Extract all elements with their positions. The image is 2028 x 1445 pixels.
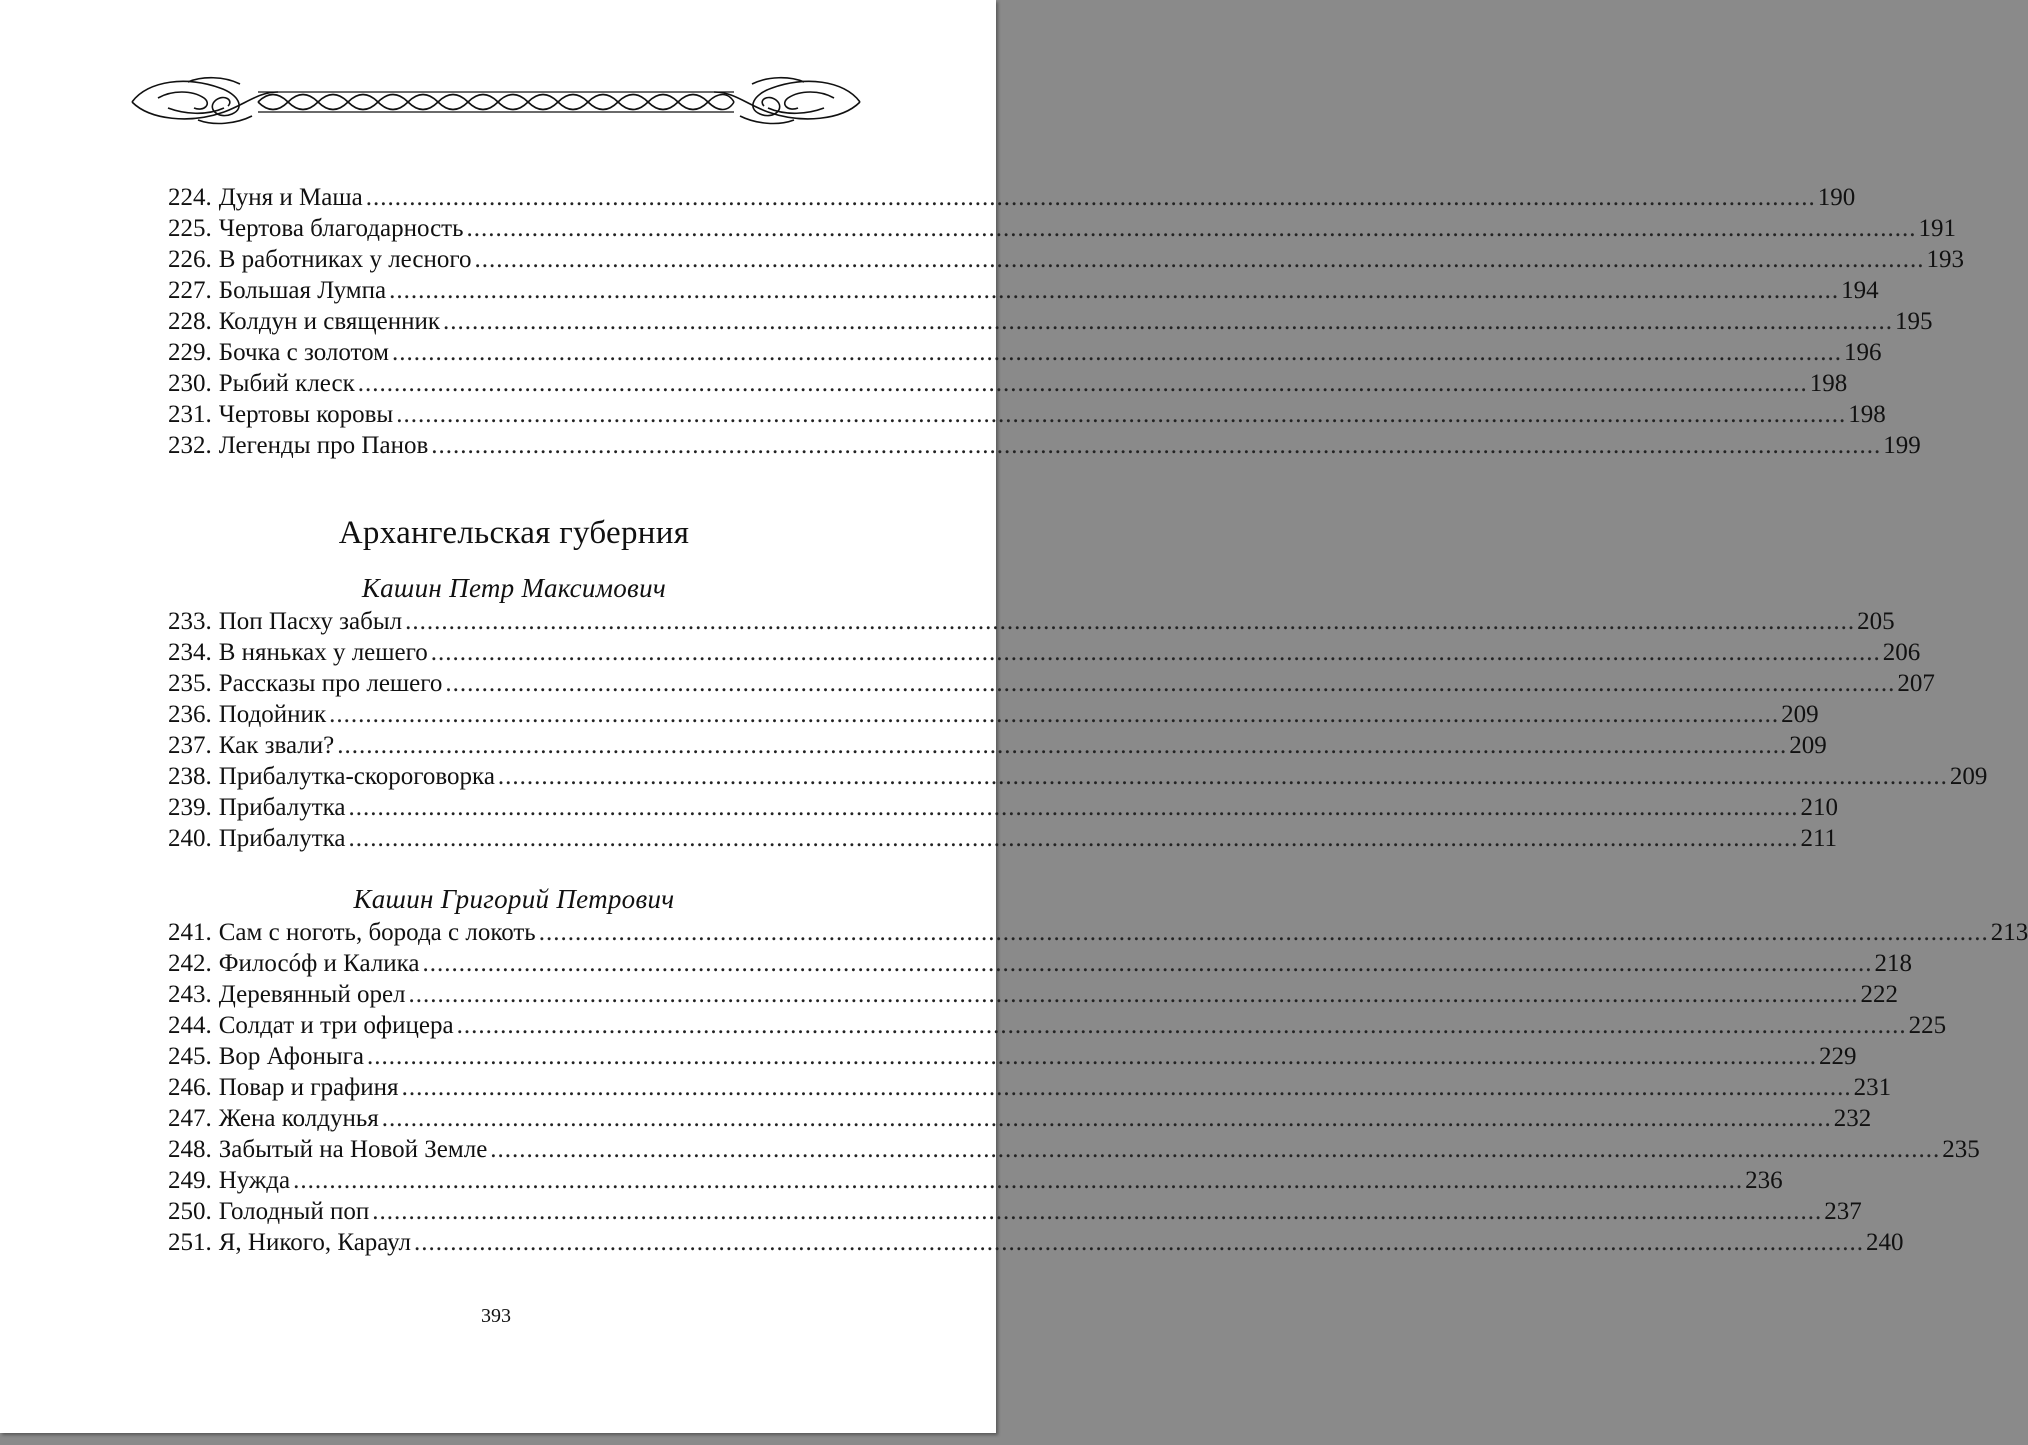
entry-number: 232. bbox=[168, 432, 212, 459]
entry-title: Рассказы про лешего bbox=[218, 670, 443, 697]
entry-number: 251. bbox=[168, 1229, 212, 1256]
toc-entry bbox=[168, 244, 1965, 275]
entry-title: Прибалутка-скороговорка bbox=[218, 763, 495, 790]
toc-entry bbox=[168, 730, 1827, 761]
toc-entry bbox=[168, 917, 2028, 948]
leader-dots: ........................................................................................................................................................................................................ bbox=[408, 981, 1859, 1008]
entry-number: 239. bbox=[168, 794, 212, 821]
entry-number: 230. bbox=[168, 370, 212, 397]
entry-number: 236. bbox=[168, 701, 212, 728]
entry-number: 240. bbox=[168, 825, 212, 852]
entry-page: 218 bbox=[1874, 950, 1913, 977]
entry-number: 245. bbox=[168, 1043, 212, 1070]
toc-entry bbox=[168, 306, 1933, 337]
entry-title: Рыбий клеск bbox=[218, 370, 355, 397]
leader-dots: ........................................................................................................................................................................................................ bbox=[401, 1074, 1852, 1101]
entry-number: 243. bbox=[168, 981, 212, 1008]
entry-page: 231 bbox=[1853, 1074, 1892, 1101]
toc-entry bbox=[168, 1196, 1862, 1227]
toc-entry bbox=[168, 368, 1848, 399]
entry-number: 244. bbox=[168, 1012, 212, 1039]
entry-number: 226. bbox=[168, 246, 212, 273]
entry-number: 249. bbox=[168, 1167, 212, 1194]
leader-dots: ........................................................................................................................................................................................................ bbox=[456, 1012, 1907, 1039]
entry-page: 235 bbox=[1942, 1136, 1980, 1163]
toc-list bbox=[168, 606, 1988, 854]
toc-entry bbox=[168, 792, 1838, 823]
entry-number: 229. bbox=[168, 339, 212, 366]
leader-dots: ........................................................................................................................................................................................................ bbox=[348, 794, 1799, 821]
toc-entry bbox=[168, 637, 1921, 668]
entry-title: Бочка с золотом bbox=[218, 339, 389, 366]
leader-dots: ........................................................................................................................................................................................................ bbox=[443, 308, 1894, 335]
author-heading: Кашин Григорий Петрович bbox=[353, 884, 675, 914]
leader-dots: ........................................................................................................................................................................................................ bbox=[414, 1229, 1865, 1256]
entry-title: Вор Афоныга bbox=[218, 1043, 365, 1070]
leader-dots: ........................................................................................................................................................................................................ bbox=[372, 1198, 1823, 1225]
entry-number: 235. bbox=[168, 670, 212, 697]
entry-page: 222 bbox=[1860, 981, 1899, 1008]
entry-page: 209 bbox=[1949, 763, 1988, 790]
leader-dots: ........................................................................................................................................................................................................ bbox=[430, 639, 1881, 666]
toc-list bbox=[168, 182, 1965, 461]
entry-page: 209 bbox=[1781, 701, 1819, 728]
entry-page: 213 bbox=[1990, 919, 2028, 946]
entry-title: Забытый на Новой Земле bbox=[218, 1136, 488, 1163]
toc-entry bbox=[168, 1103, 1872, 1134]
entry-number: 231. bbox=[168, 401, 212, 428]
entry-page: 196 bbox=[1843, 339, 1882, 366]
entry-title: В няньках у лешего bbox=[218, 639, 428, 666]
toc-entry bbox=[168, 1165, 1783, 1196]
entry-number: 238. bbox=[168, 763, 212, 790]
entry-title: Нужда bbox=[218, 1167, 291, 1194]
leader-dots: ........................................................................................................................................................................................................ bbox=[391, 339, 1842, 366]
entry-page: 191 bbox=[1918, 215, 1957, 242]
toc-entry bbox=[168, 430, 1921, 461]
toc-entry bbox=[168, 761, 1988, 792]
entry-title: Чертова благодарность bbox=[218, 215, 464, 242]
toc-entry bbox=[168, 979, 1899, 1010]
entry-page: 211 bbox=[1800, 825, 1838, 852]
leader-dots: ........................................................................................................................................................................................................ bbox=[357, 370, 1808, 397]
leader-dots: ........................................................................................................................................................................................................ bbox=[474, 246, 1925, 273]
entry-page: 193 bbox=[1926, 246, 1965, 273]
entry-page: 240 bbox=[1866, 1229, 1904, 1256]
entry-title: Повар и графиня bbox=[218, 1074, 399, 1101]
entry-page: 198 bbox=[1848, 401, 1886, 428]
entry-title: Дуня и Маша bbox=[218, 184, 363, 211]
entry-number: 250. bbox=[168, 1198, 212, 1225]
entry-page: 237 bbox=[1824, 1198, 1862, 1225]
entry-number: 247. bbox=[168, 1105, 212, 1132]
entry-number: 233. bbox=[168, 608, 212, 635]
toc-entry bbox=[168, 399, 1886, 430]
leader-dots: ........................................................................................................................................................................................................ bbox=[389, 277, 1840, 304]
toc-entry bbox=[168, 182, 1856, 213]
entry-page: 229 bbox=[1819, 1043, 1857, 1070]
leader-dots: ........................................................................................................................................................................................................ bbox=[405, 608, 1856, 635]
toc-entry bbox=[168, 337, 1882, 368]
entry-page: 194 bbox=[1841, 277, 1879, 304]
entry-page: 225 bbox=[1908, 1012, 1947, 1039]
celtic-knot-ornament-icon bbox=[128, 68, 864, 132]
toc-entry bbox=[168, 1227, 1904, 1258]
leader-dots: ........................................................................................................................................................................................................ bbox=[293, 1167, 1744, 1194]
entry-title: Я, Никого, Караул bbox=[218, 1229, 412, 1256]
entry-title: Прибалутка bbox=[218, 794, 346, 821]
leader-dots: ........................................................................................................................................................................................................ bbox=[466, 215, 1917, 242]
entry-number: 248. bbox=[168, 1136, 212, 1163]
leader-dots: ........................................................................................................................................................................................................ bbox=[348, 825, 1799, 852]
toc-entry bbox=[168, 1041, 1857, 1072]
entry-page: 190 bbox=[1817, 184, 1856, 211]
leader-dots: ........................................................................................................................................................................................................ bbox=[396, 401, 1847, 428]
entry-page: 236 bbox=[1745, 1167, 1783, 1194]
leader-dots: ........................................................................................................................................................................................................ bbox=[329, 701, 1780, 728]
leader-dots: ........................................................................................................................................................................................................ bbox=[337, 732, 1788, 759]
entry-page: 198 bbox=[1809, 370, 1848, 397]
entry-number: 241. bbox=[168, 919, 212, 946]
toc-entry bbox=[168, 823, 1838, 854]
leader-dots: ........................................................................................................................................................................................................ bbox=[365, 184, 1816, 211]
entry-page: 195 bbox=[1895, 308, 1933, 335]
page-number: 393 bbox=[481, 1305, 511, 1327]
author-heading: Кашин Петр Максимович bbox=[361, 573, 667, 603]
leader-dots: ........................................................................................................................................................................................................ bbox=[490, 1136, 1941, 1163]
toc-list bbox=[168, 917, 2028, 1258]
entry-page: 206 bbox=[1882, 639, 1921, 666]
toc-entry bbox=[168, 1072, 1892, 1103]
leader-dots: ........................................................................................................................................................................................................ bbox=[445, 670, 1896, 697]
entry-title: Подойник bbox=[218, 701, 327, 728]
toc-entry bbox=[168, 948, 1913, 979]
entry-number: 225. bbox=[168, 215, 212, 242]
entry-title: Деревянный орел bbox=[218, 981, 406, 1008]
entry-number: 234. bbox=[168, 639, 212, 666]
entry-number: 246. bbox=[168, 1074, 212, 1101]
entry-page: 232 bbox=[1833, 1105, 1872, 1132]
toc-entry bbox=[168, 606, 1895, 637]
toc-entry bbox=[168, 275, 1879, 306]
entry-title: Голодный поп bbox=[218, 1198, 370, 1225]
toc-entry bbox=[168, 1010, 1947, 1041]
region-heading: Архангельская губерния bbox=[338, 515, 690, 551]
entry-title: В работниках у лесного bbox=[218, 246, 472, 273]
entry-title: Как звали? bbox=[218, 732, 335, 759]
toc-entry bbox=[168, 699, 1819, 730]
leader-dots: ........................................................................................................................................................................................................ bbox=[367, 1043, 1818, 1070]
entry-number: 237. bbox=[168, 732, 212, 759]
entry-title: Колдун и священник bbox=[218, 308, 441, 335]
toc-entry bbox=[168, 668, 1935, 699]
entry-title: Солдат и три офицера bbox=[218, 1012, 454, 1039]
entry-number: 224. bbox=[168, 184, 212, 211]
entry-title: Филосóф и Калика bbox=[218, 950, 420, 977]
entry-title: Чертовы коровы bbox=[218, 401, 394, 428]
entry-title: Поп Пасху забыл bbox=[218, 608, 403, 635]
entry-number: 228. bbox=[168, 308, 212, 335]
entry-title: Легенды про Панов bbox=[218, 432, 429, 459]
toc-entry bbox=[168, 1134, 1980, 1165]
leader-dots: ........................................................................................................................................................................................................ bbox=[422, 950, 1873, 977]
entry-number: 242. bbox=[168, 950, 212, 977]
entry-page: 209 bbox=[1789, 732, 1827, 759]
leader-dots: ........................................................................................................................................................................................................ bbox=[497, 763, 1948, 790]
entry-title: Прибалутка bbox=[218, 825, 346, 852]
leader-dots: ........................................................................................................................................................................................................ bbox=[381, 1105, 1832, 1132]
leader-dots: ........................................................................................................................................................................................................ bbox=[538, 919, 1989, 946]
entry-title: Жена колдунья bbox=[218, 1105, 379, 1132]
entry-title: Большая Лумпа bbox=[218, 277, 387, 304]
leader-dots: ........................................................................................................................................................................................................ bbox=[431, 432, 1882, 459]
entry-page: 207 bbox=[1897, 670, 1935, 697]
toc-entry bbox=[168, 213, 1957, 244]
entry-page: 210 bbox=[1800, 794, 1838, 821]
entry-page: 199 bbox=[1883, 432, 1921, 459]
entry-number: 227. bbox=[168, 277, 212, 304]
entry-title: Сам с ноготь, борода с локоть bbox=[218, 919, 536, 946]
entry-page: 205 bbox=[1857, 608, 1895, 635]
